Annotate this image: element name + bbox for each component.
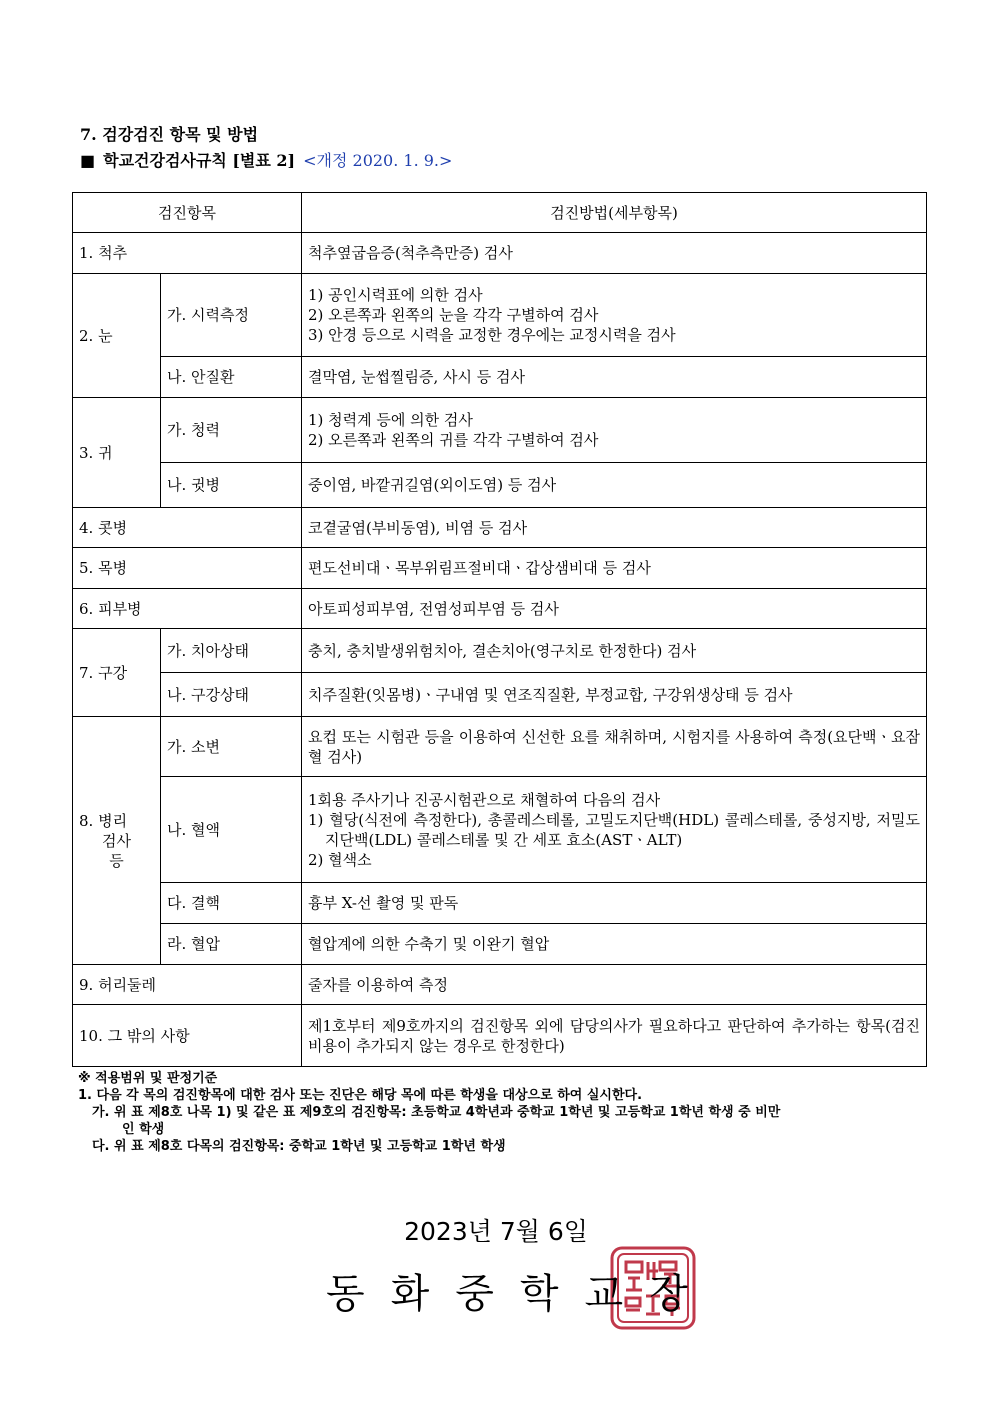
row-subitem: 라. 혈압 xyxy=(161,924,302,965)
method-line: 1) 혈당(식전에 측정한다), 총콜레스테롤, 고밀도지단백(HDL) 콜레스테롤, 중성지방, 저밀도지단백(LDL) 콜레스테롤 및 간 세포 효소(ASTㆍALT) xyxy=(308,810,920,849)
table-row xyxy=(73,589,927,629)
signer-name: 동화중학교장 xyxy=(326,1271,714,1317)
note-line: 1. 다음 각 목의 검진항목에 대한 검사 또는 진단은 해당 목에 따른 학생을 대상으로 하여 실시한다. xyxy=(78,1088,643,1103)
row-method xyxy=(302,777,927,883)
table-row xyxy=(73,777,927,883)
note-line: 다. 위 표 제8호 다목의 검진항목: 중학교 1학년 및 고등학교 1학년 학생 xyxy=(92,1139,506,1154)
method-line: 3) 안경 등으로 시력을 교정한 경우에는 교정시력을 검사 xyxy=(308,326,676,344)
table-row xyxy=(73,673,927,717)
table-row xyxy=(73,357,927,398)
method-line: 1회용 주사기나 진공시험관으로 채혈하여 다음의 검사 xyxy=(308,790,661,809)
row-subitem: 가. 소변 xyxy=(161,717,302,777)
row-method: 치주질환(잇몸병)ㆍ구내염 및 연조직질환, 부정교합, 구강위생상태 등 검사 xyxy=(302,673,927,717)
sub-heading xyxy=(80,151,452,171)
row-method: 중이염, 바깥귀길염(외이도염) 등 검사 xyxy=(302,463,927,508)
row-subitem: 나. 귓병 xyxy=(161,463,302,508)
header-exam-item: 검진항목 xyxy=(73,193,302,233)
table-row xyxy=(73,398,927,463)
row-subitem: 다. 결핵 xyxy=(161,883,302,924)
row-method: 편도선비대ㆍ목부위림프절비대ㆍ갑상샘비대 등 검사 xyxy=(302,548,927,589)
row-item: 4. 콧병 xyxy=(73,508,302,548)
method-line: 2) 혈색소 xyxy=(308,850,372,869)
method-line: 2) 오른쪽과 왼쪽의 귀를 각각 구별하여 검사 xyxy=(308,431,599,449)
row-item: 1. 척추 xyxy=(73,233,302,274)
row-item: 7. 구강 xyxy=(73,629,161,717)
table-row xyxy=(73,883,927,924)
row-subitem: 가. 치아상태 xyxy=(161,629,302,673)
row-item xyxy=(73,717,161,965)
notes-section xyxy=(78,1070,924,1155)
row-subitem: 나. 안질환 xyxy=(161,357,302,398)
row-item: 2. 눈 xyxy=(73,274,161,398)
header-exam-method: 검진방법(세부항목) xyxy=(302,193,927,233)
row-subitem: 나. 구강상태 xyxy=(161,673,302,717)
table-row xyxy=(73,717,927,777)
row-subitem: 가. 청력 xyxy=(161,398,302,463)
row-item: 10. 그 밖의 사항 xyxy=(73,1005,302,1067)
row-method xyxy=(302,398,927,463)
section-title: 7. 검강검진 항목 및 방법 xyxy=(80,125,259,144)
row-method: 충치, 충치발생위험치아, 결손치아(영구치로 한정한다) 검사 xyxy=(302,629,927,673)
item-line: 8. 병리 xyxy=(79,811,128,830)
table-row xyxy=(73,274,927,357)
row-method: 척추옆굽음증(척추측만증) 검사 xyxy=(302,233,927,274)
row-method: 줄자를 이용하여 측정 xyxy=(302,965,927,1005)
item-line: 등 xyxy=(109,851,124,870)
table-row xyxy=(73,629,927,673)
issue-date: 2023년 7월 6일 xyxy=(404,1217,588,1246)
row-method: 제1호부터 제9호까지의 검진항목 외에 담당의사가 필요하다고 판단하여 추가하는 항목(검진비용이 추가되지 않는 경우로 한정한다) xyxy=(302,1005,927,1067)
table-row xyxy=(73,965,927,1005)
table-row xyxy=(73,548,927,589)
method-line: 1) 공인시력표에 의한 검사 xyxy=(308,286,483,304)
row-subitem: 가. 시력측정 xyxy=(161,274,302,357)
method-line: 2) 오른쪽과 왼쪽의 눈을 각각 구별하여 검사 xyxy=(308,306,599,324)
notes-title: ※ 적용범위 및 판정기준 xyxy=(78,1071,218,1086)
table-row xyxy=(73,924,927,965)
row-method: 흉부 X-선 촬영 및 판독 xyxy=(302,883,927,924)
table-row xyxy=(73,1005,927,1067)
table-row xyxy=(73,463,927,508)
row-method: 혈압계에 의한 수축기 및 이완기 혈압 xyxy=(302,924,927,965)
row-method xyxy=(302,274,927,357)
table-header-row xyxy=(73,193,927,233)
note-line: 인 학생 xyxy=(122,1122,165,1137)
square-bullet-icon: ■ xyxy=(80,151,96,170)
row-item: 6. 피부병 xyxy=(73,589,302,629)
health-exam-table xyxy=(72,192,927,1067)
sub-heading-title: 학교건강검사규칙 [별표 2] xyxy=(103,151,296,170)
row-item: 3. 귀 xyxy=(73,398,161,508)
row-method: 요컵 또는 시험관 등을 이용하여 신선한 요를 채취하며, 시험지를 사용하여 측정(요단백ㆍ요잠혈 검사) xyxy=(302,717,927,777)
note-line: 가. 위 표 제8호 나목 1) 및 같은 표 제9호의 검진항목: 초등학교 4학년과 중학교 1학년 및 고등학교 1학년 학생 중 비만 xyxy=(92,1105,781,1120)
revision-note: <개정 2020. 1. 9.> xyxy=(303,151,453,170)
row-item: 5. 목병 xyxy=(73,548,302,589)
table-row xyxy=(73,508,927,548)
row-method: 아토피성피부염, 전염성피부염 등 검사 xyxy=(302,589,927,629)
row-subitem: 나. 혈액 xyxy=(161,777,302,883)
table-row xyxy=(73,233,927,274)
row-item: 9. 허리둘레 xyxy=(73,965,302,1005)
item-line: 검사 xyxy=(102,831,131,850)
row-method: 결막염, 눈썹찔림증, 사시 등 검사 xyxy=(302,357,927,398)
row-method: 코곁굴염(부비동염), 비염 등 검사 xyxy=(302,508,927,548)
method-line: 1) 청력계 등에 의한 검사 xyxy=(308,411,473,429)
